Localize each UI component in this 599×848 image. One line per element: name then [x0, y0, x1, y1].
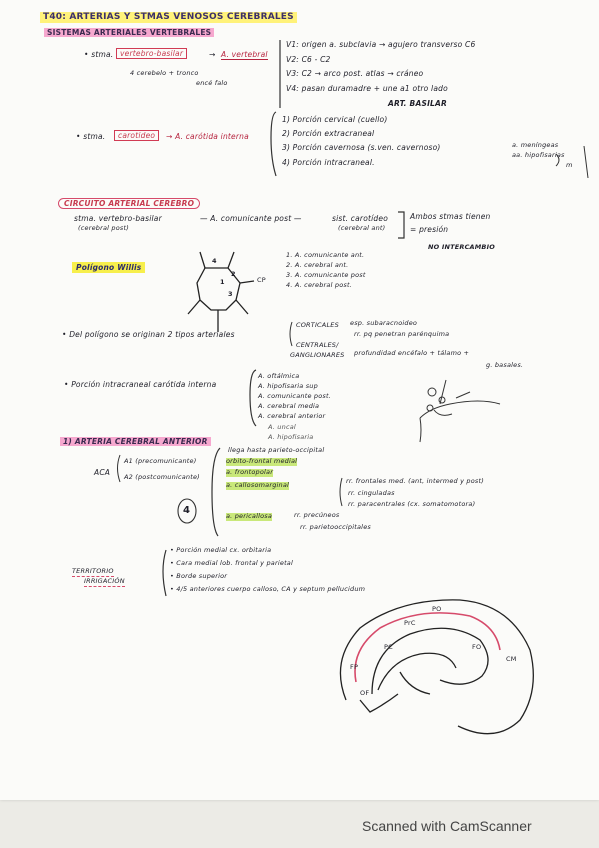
callosomarginal-sub-1: rr. frontales med. (ant, intermed y post) [346, 477, 484, 485]
intra-item-1: A. oftálmica [258, 372, 300, 380]
intra-intro: • Porción intracraneal carótida interna [64, 380, 217, 389]
car-note-hipofisarias: aa. hipofisarias [512, 151, 565, 159]
vb-arrow: → [209, 50, 216, 59]
willis-item-3: 3. A. comunicante post [286, 271, 366, 279]
ramas-intro: • Del polígono se originan 2 tipos arteriales [62, 330, 235, 339]
willis-num-2: 2 [231, 270, 236, 278]
territorio-label-2: IRRIGACIÓN [84, 577, 125, 585]
vb-note-1: 4 cerebelo + tronco [130, 69, 199, 77]
willis-num-1: 1 [220, 278, 225, 286]
vb-note-2: encé falo [196, 79, 228, 87]
car-portion-1: 1) Porción cervical (cuello) [282, 115, 388, 124]
car-artery: → A. carótida interna [166, 132, 249, 141]
branch-pericallosa: a. pericallosa [226, 512, 273, 520]
eq-right: sist. carotídeo [332, 214, 388, 223]
car-note-meningeas: a. meníngeas [512, 141, 559, 149]
willis-cp: CP [257, 276, 266, 284]
callosomarginal-sub-3: rr. paracentrales (cx. somatomotora) [348, 500, 476, 508]
brain-label-po: PO [432, 605, 442, 613]
centrales-note-2: g. basales. [486, 361, 524, 369]
aca-label: ACA [94, 468, 111, 477]
territory-4: • 4/5 anteriores cuerpo calloso, CA y septum pellucidum [170, 585, 366, 593]
page-title: T40: ARTERIAS Y STMAS VENOSOS CEREBRALES [40, 12, 297, 23]
car-portion-2: 2) Porción extracraneal [282, 129, 375, 138]
brain-label-of: OF [360, 689, 370, 697]
intra-item-2: A. hipofisaria sup [258, 382, 318, 390]
willis-item-1: 1. A. comunicante ant. [286, 251, 365, 259]
aca-reach: llega hasta parieto-occipital [228, 446, 325, 454]
car-note-m: m [566, 161, 573, 169]
territorio-label-1: TERRITORIO [72, 567, 114, 575]
camscanner-watermark: Scanned with CamScanner [362, 818, 532, 834]
willis-item-2: 2. A. cerebral ant. [286, 261, 349, 269]
car-system: carotideo [114, 130, 159, 141]
polygon-willis-sketch [188, 252, 254, 332]
car-portion-3: 3) Porción cavernosa (s.ven. cavernoso) [282, 143, 441, 152]
corticales-label: CORTICALES [296, 321, 339, 329]
willis-num-3: 3 [228, 290, 233, 298]
territory-1: • Porción medial cx. orbitaria [170, 546, 272, 554]
brain-label-pc: PC [384, 643, 393, 651]
bracket-note-a: Ambos stmas tienen [410, 212, 491, 221]
aca-a2: A2 (postcomunicante) [124, 473, 200, 481]
willis-item-4: 4. A. cerebral post. [286, 281, 352, 289]
intra-item-5: A. cerebral anterior [258, 412, 326, 420]
corticales-note-1: esp. subaracnoideo [350, 319, 418, 327]
vb-artery: A. vertebral [221, 50, 268, 59]
car-portion-4: 4) Porción intracraneal. [282, 158, 375, 167]
branch-orbitofrontal: orbito-frontal medial [226, 457, 298, 465]
brain-label-fo: FO [472, 643, 482, 651]
v3-segment: V3: C2 → arco post. atlas → cráneo [286, 69, 424, 78]
brain-label-prc: PrC [404, 619, 416, 627]
poligono-label: Polígono Willis [72, 262, 145, 273]
intra-item-7: A. hipofisaria [268, 433, 314, 441]
branch-callosomarginal: a. callosomarginal [226, 481, 290, 489]
brain-label-fp: FP [350, 663, 359, 671]
brain-medial-sketch [340, 600, 533, 734]
bracket-note-c: NO INTERCAMBIO [428, 243, 495, 251]
centrales-note: profundidad encéfalo + tálamo + [354, 349, 470, 357]
vb-prefix: • stma. [84, 50, 114, 59]
eq-mid: — A. comunicante post — [200, 214, 302, 223]
intra-item-3: A. comunicante post. [258, 392, 332, 400]
vb-system: vertebro-basilar [116, 48, 187, 59]
section-heading-circuito: CIRCUITO ARTERIAL CEREBRO [58, 198, 200, 209]
v2-segment: V2: C6 - C2 [286, 55, 331, 64]
carotid-branches-sketch [420, 380, 500, 442]
bracket-note-b: = presión [410, 225, 449, 234]
ganglionares-label: GANGLIONARES [290, 351, 345, 359]
car-prefix: • stma. [76, 132, 106, 141]
section-heading-vertebral: SISTEMAS ARTERIALES VERTEBRALES [44, 28, 214, 37]
callosomarginal-sub-2: rr. cinguladas [348, 489, 395, 497]
pericallosa-sub-1: rr. precúneos [294, 511, 340, 519]
aca-a1: A1 (precomunicante) [124, 457, 197, 465]
intra-item-6: A. uncal [268, 423, 296, 431]
centrales-label: CENTRALES/ [296, 341, 339, 349]
v1-segment: V1: origen a. subclavia → agujero transverso C6 [286, 40, 476, 49]
art-basilar: ART. BASILAR [388, 99, 448, 108]
brain-label-cm: CM [506, 655, 517, 663]
willis-num-4: 4 [212, 257, 217, 265]
eq-right-sub: (cerebral ant) [338, 224, 386, 232]
territory-2: • Cara medial lob. frontal y parietal [170, 559, 294, 567]
corticales-note-2: rr. pq penetran parénquima [354, 330, 450, 338]
section-heading-aca: 1) ARTERIA CEREBRAL ANTERIOR [60, 437, 211, 446]
branch-frontopolar: a. frontopolar [226, 468, 274, 476]
pericallosa-sub-2: rr. parietooccipitales [300, 523, 371, 531]
v4-segment: V4: pasan duramadre + une a1 otro lado [286, 84, 448, 93]
circled-number-4: 4 [183, 505, 191, 516]
eq-left: stma. vertebro-basilar [74, 214, 162, 223]
intra-item-4: A. cerebral media [258, 402, 320, 410]
eq-left-sub: (cerebral post) [78, 224, 130, 232]
territory-3: • Borde superior [170, 572, 228, 580]
